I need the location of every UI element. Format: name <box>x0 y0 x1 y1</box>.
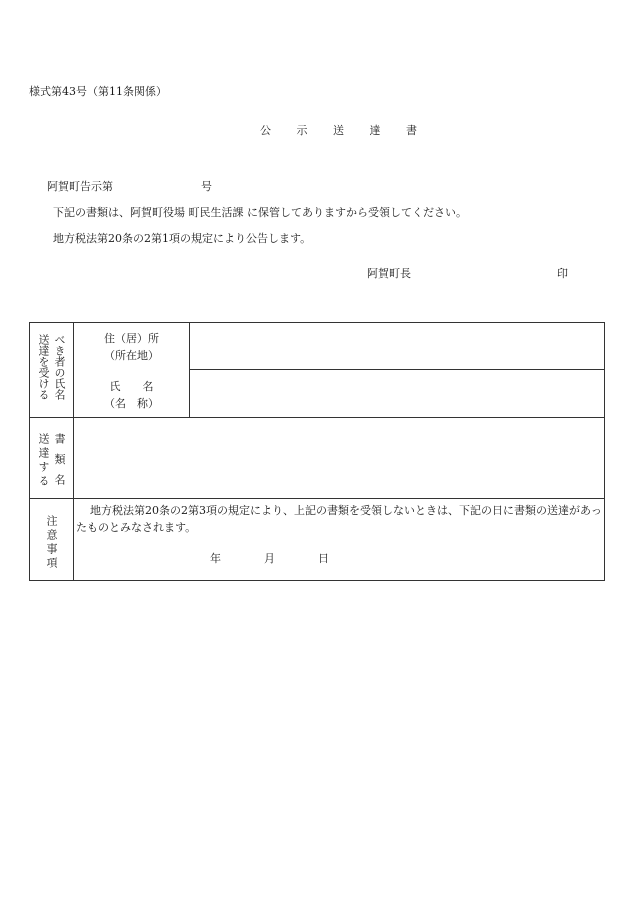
date-line <box>210 553 329 564</box>
notice-number-label: 阿賀町告示第 <box>47 180 113 193</box>
address-label-line1: 住（居）所 <box>104 332 159 345</box>
documents-header-col1: 書 類 名 <box>53 433 66 488</box>
seal-label: 印 <box>557 267 568 280</box>
date-year-label: 年 <box>210 552 221 565</box>
address-label-line2: （所在地） <box>104 349 159 362</box>
notice-body-line-2: 地方税法第20条の2第1項の規定により公告します。 <box>53 232 312 245</box>
name-label-line2: （名 称） <box>104 397 159 410</box>
table-divider <box>189 369 605 370</box>
notice-body-line-1: 下記の書類は、阿賀町役場 町民生活課 に保管してありますから受領してください。 <box>53 206 467 219</box>
documents-header-col2: 送達する <box>37 433 50 489</box>
mayor-label: 阿賀町長 <box>367 267 411 280</box>
document-title: 公 示 送 達 書 <box>260 124 428 137</box>
name-label <box>74 378 189 412</box>
remarks-header: 注意事項 <box>45 515 58 571</box>
table-divider <box>30 498 605 499</box>
date-month-label: 月 <box>264 552 275 565</box>
notice-number-suffix: 号 <box>201 180 212 193</box>
recipient-header-col2: 送達を受ける <box>37 334 50 400</box>
table-divider <box>189 323 190 417</box>
date-day-label: 日 <box>318 552 329 565</box>
table-divider <box>30 417 605 418</box>
name-label-line1: 氏 名 <box>109 380 154 393</box>
remarks-text: 地方税法第20条の2第3項の規定により、上記の書類を受領しないときは、下記の日に書類の送達があったものとみなされます。 <box>76 504 602 534</box>
recipient-header-col1: べき者の氏名 <box>53 334 66 400</box>
form-number: 様式第43号（第11条関係） <box>29 85 167 98</box>
delivery-table <box>29 322 605 581</box>
address-label <box>74 330 189 364</box>
